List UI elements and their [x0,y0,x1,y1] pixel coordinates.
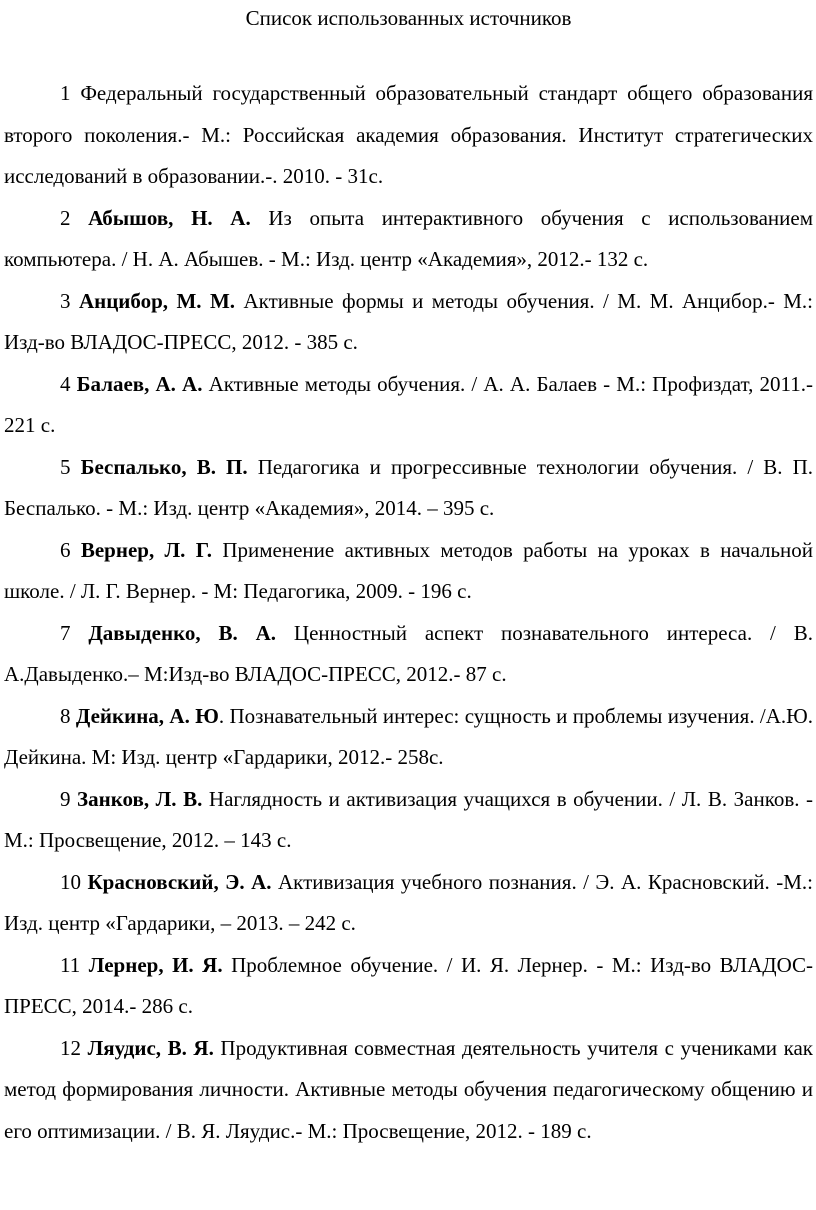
reference-text: Федеральный государственный образовательный стандарт общего образования второго поколения.- М.: Российская академия образования. Институт стратегических исследований в образовании.-. 2010. - 31с. [4,81,813,188]
reference-item [4,73,813,198]
reference-text: Активизация учебного познания. / Э. А. Красновский. -М.: Изд. центр «Гардарики, – 2013. – 242 с. [4,869,813,935]
reference-number: 11 [60,952,81,977]
reference-text: Ценностный аспект познавательного интереса. / В. А.Давыденко.– М:Изд-во ВЛАДОС-ПРЕСС, 2012.- 87 с. [4,620,814,686]
reference-text: Активные методы обучения. / А. А. Балаев - М.: Профиздат, 2011.- 221 с. [4,371,813,437]
reference-number: 3 [60,288,71,313]
reference-item [4,1028,813,1153]
reference-item [4,198,813,281]
reference-item [4,779,813,862]
reference-item [4,696,813,779]
reference-author: Анцибор, М. М. [78,288,236,313]
reference-author: Ляудис, В. Я. [87,1035,214,1060]
reference-item [4,447,813,530]
reference-number: 1 [60,81,71,105]
reference-number: 5 [60,454,71,479]
reference-number: 12 [60,1035,81,1060]
reference-author: Вернер, Л. Г. [80,537,213,562]
reference-author: Красновский, Э. А. [87,869,272,894]
reference-author: Беспалько, В. П. [80,454,248,479]
reference-number: 6 [60,537,71,562]
reference-number: 7 [60,620,71,645]
reference-author: Дейкина, А. Ю [75,703,219,728]
page-title: Список использованных источников [245,6,572,30]
reference-text: Активные формы и методы обучения. / М. М. Анцибор.- М.: Изд-во ВЛАДОС-ПРЕСС, 2012. - 385 с. [4,288,813,354]
reference-item [4,862,813,945]
reference-author: Абышов, Н. А. [88,205,251,230]
reference-text: Наглядность и активизация учащихся в обучении. / Л. В. Занков. - М.: Просвещение, 2012. – 143 с. [4,786,814,852]
reference-item [4,945,813,1028]
reference-author: Балаев, А. А. [76,371,203,396]
reference-item [4,281,813,364]
reference-number: 4 [60,371,71,396]
reference-number: 8 [60,703,71,728]
reference-number: 2 [60,205,71,230]
reference-text: Применение активных методов работы на уроках в начальной школе. / Л. Г. Вернер. - М: Педагогика, 2009. - 196 с. [4,537,814,603]
reference-text: Проблемное обучение. / И. Я. Лернер. - М.: Изд-во ВЛАДОС-ПРЕСС, 2014.- 286 с. [4,952,813,1018]
reference-number: 10 [60,869,81,894]
reference-text: Педагогика и прогрессивные технологии обучения. / В. П. Беспалько. - М.: Изд. центр «Академия», 2014. – 395 с. [4,454,814,520]
reference-item [4,530,813,613]
reference-item [4,364,813,447]
reference-item [4,613,813,696]
reference-list [4,73,813,1152]
reference-number: 9 [60,786,71,811]
reference-text: . Познавательный интерес: сущность и проблемы изучения. /А.Ю. Дейкина. М: Изд. центр «Гардарики, 2012.- 258с. [4,703,814,769]
reference-author: Занков, Л. В. [77,786,203,811]
reference-text: Из опыта интерактивного обучения с использованием компьютера. / Н. А. Абышев. - М.: Изд. центр «Академия», 2012.- 132 с. [4,205,814,271]
reference-author: Давыденко, В. А. [88,620,277,645]
reference-author: Лернер, И. Я. [88,952,223,977]
reference-text: Продуктивная совместная деятельность учителя с учениками как метод формирования личности. Активные методы обучения педагогическому общению и его оптимизации. / В. Я. Ляудис.- М.: Просвещение, 2012. - 189 с. [4,1035,814,1143]
